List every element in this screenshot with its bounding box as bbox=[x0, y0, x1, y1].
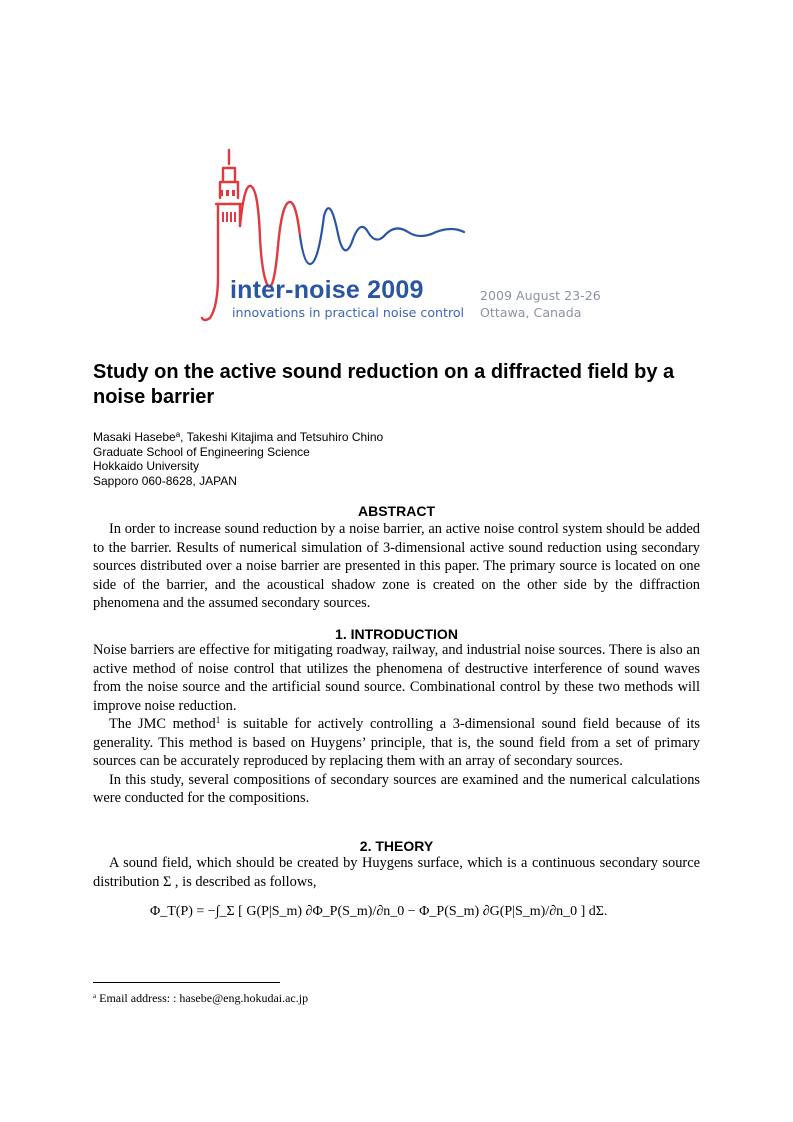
introduction-paragraph-3: In this study, several compositions of secondary sources are examined and the numerical calculations were conducted for the compositions. bbox=[93, 771, 700, 806]
jmc-method-rest: is suitable for actively controlling a 3-dimensional sound field because of its generality. This method is based on Huygens’ principle, that is, the sound field from a set of primary sources can be accurately reproduced by replacing them with an array of secondary sources. bbox=[93, 716, 700, 769]
author-block bbox=[93, 430, 383, 488]
introduction-paragraph-1: Noise barriers are effective for mitigating roadway, railway, and industrial noise sources. There is also an active method of noise control that utilizes the phenomena of destructive interference of sound waves from the noise source and the artificial sound source. Combinational control by these two methods will improve noise reduction. bbox=[93, 642, 700, 714]
footnote bbox=[93, 991, 308, 1006]
theory-heading: 2. THEORY bbox=[359, 838, 434, 854]
logo-place: Ottawa, Canada bbox=[480, 305, 582, 320]
author-line bbox=[93, 430, 383, 445]
affiliation-address: Sapporo 060-8628, JAPAN bbox=[93, 473, 237, 488]
affiliation-university: Hokkaido University bbox=[93, 459, 200, 473]
theory-paragraph-1: A sound field, which should be created by Huygens surface, which is a continuous secondary source distribution Σ , is described as follows, bbox=[93, 855, 700, 890]
introduction-heading: 1. INTRODUCTION bbox=[335, 626, 458, 642]
reference-marker: 1 bbox=[215, 715, 221, 725]
conference-logo bbox=[196, 146, 606, 324]
abstract-heading: ABSTRACT bbox=[358, 503, 435, 519]
huygens-equation bbox=[150, 890, 608, 946]
introduction-paragraph-2 bbox=[93, 715, 700, 771]
footnote-divider bbox=[93, 982, 280, 983]
logo-date: 2009 August 23-26 bbox=[480, 288, 601, 303]
affiliation-school: Graduate School of Engineering Science bbox=[93, 444, 310, 459]
abstract-paragraph: In order to increase sound reduction by a noise barrier, an active noise control system should be added to the barrier. Results of numerical simulation of 3-dimensional active sound reduction using secondary sources distributed over a noise barrier are presented in this paper. The primary source is located on one side of the barrier, and the acoustical shadow zone is created on the other side by the diffraction phenomena and the assumed secondary sources. bbox=[93, 521, 700, 611]
logo-tagline: innovations in practical noise control bbox=[232, 305, 465, 320]
logo-title: inter-noise 2009 bbox=[230, 276, 424, 304]
equation-text: Φ_T(P) = −∫_Σ [ G(P|S_m) ∂Φ_P(S_m)/∂n_0 − Φ_P(S_m) ∂G(P|S_m)/∂n_0 ] dΣ. bbox=[150, 904, 608, 919]
footnote-marker: a bbox=[93, 992, 97, 1000]
introduction-body bbox=[93, 641, 700, 808]
author-affiliation-marker: a bbox=[175, 430, 181, 439]
paper-title: Study on the active sound reduction on a diffracted field by a noise barrier bbox=[93, 361, 675, 408]
jmc-method-text: The JMC method bbox=[109, 716, 216, 732]
abstract-body bbox=[93, 520, 700, 613]
first-author: Masaki Hasebe bbox=[93, 430, 176, 444]
footnote-email: Email address: : hasebe@eng.hokudai.ac.jp bbox=[96, 991, 309, 1005]
co-authors: , Takeshi Kitajima and Tetsuhiro Chino bbox=[180, 430, 384, 444]
theory-body bbox=[93, 854, 700, 891]
